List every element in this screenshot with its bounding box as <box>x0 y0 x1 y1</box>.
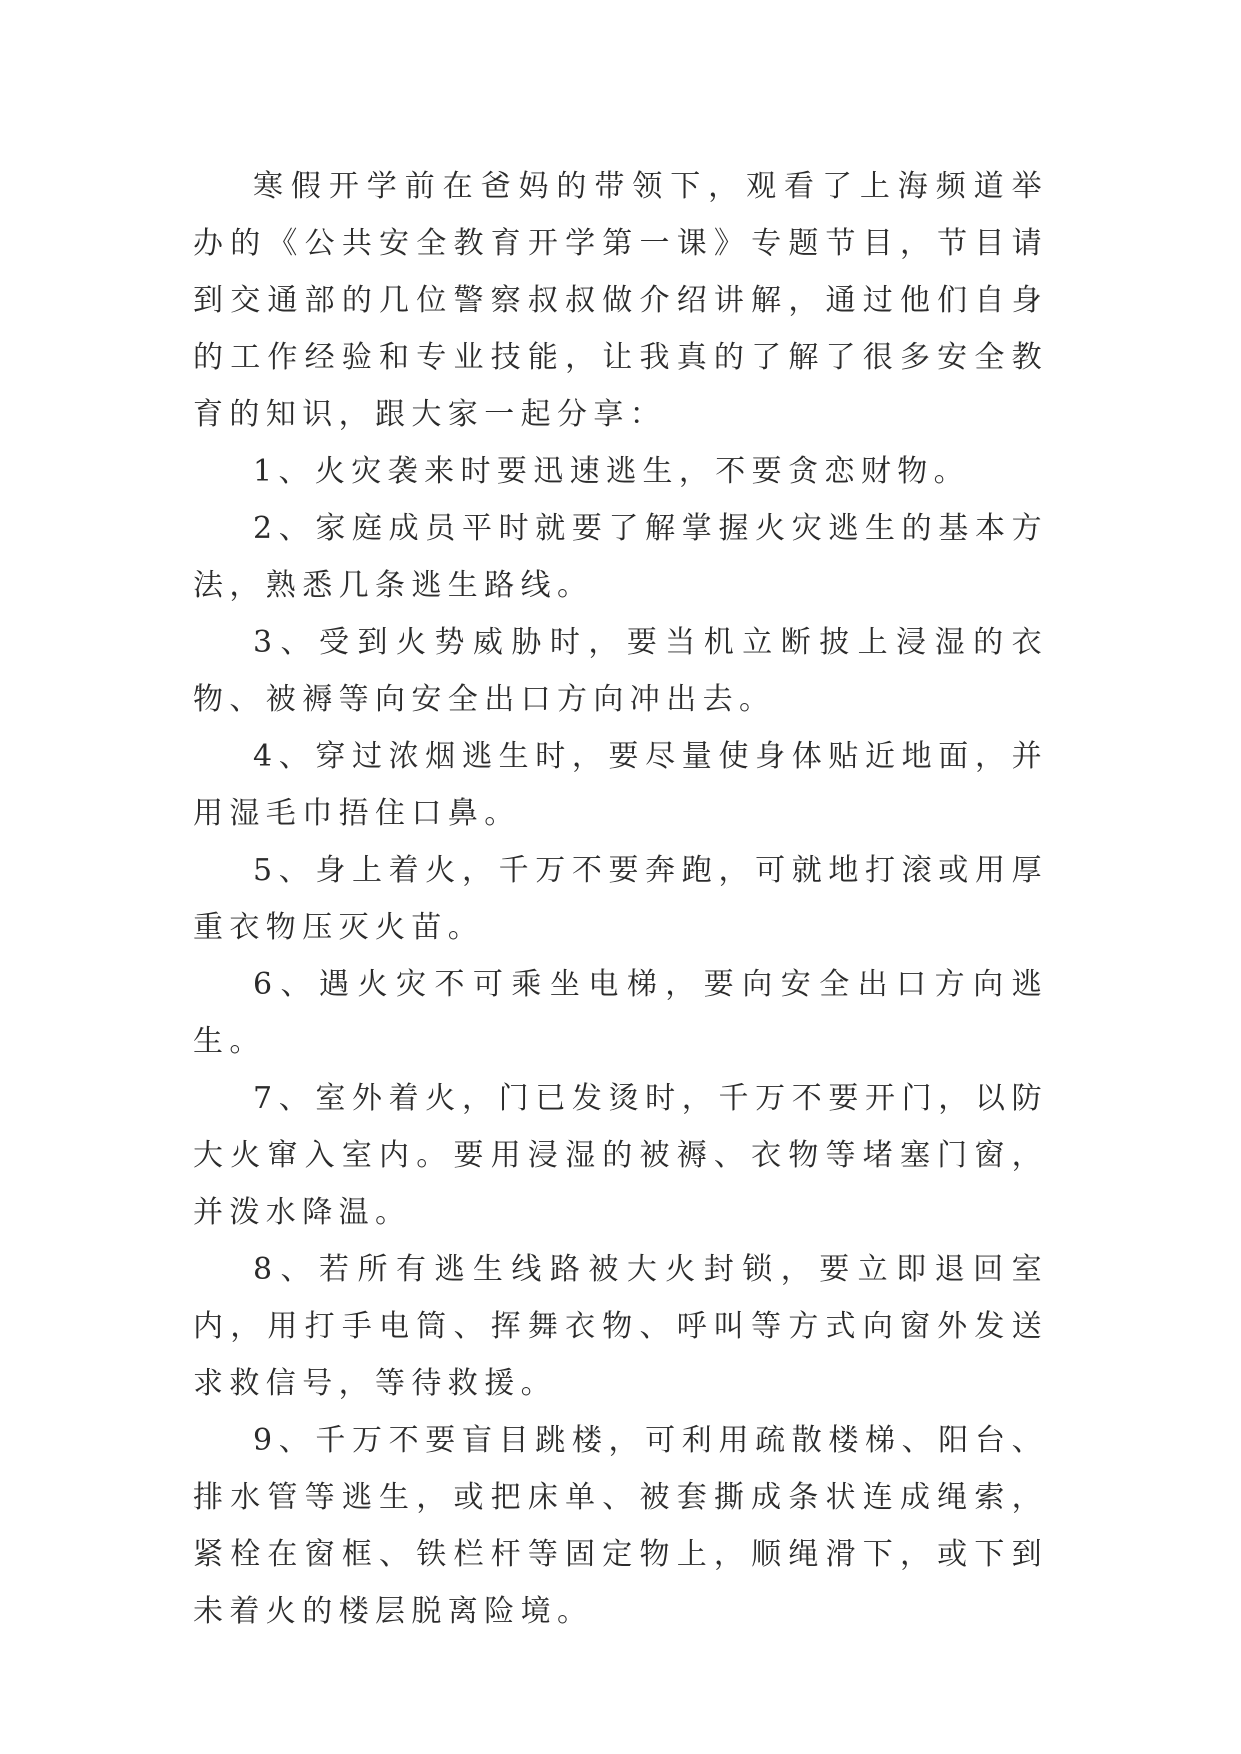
intro-paragraph: 寒假开学前在爸妈的带领下，观看了上海频道举办的《公共安全教育开学第一课》专题节目，节目请到交通部的几位警察叔叔做介绍讲解，通过他们自身的工作经验和专业技能，让我真的了解了很多安全教育的知识，跟大家一起分享： <box>193 169 1048 432</box>
list-item-5: 5、身上着火，千万不要奔跑，可就地打滚或用厚重衣物压灭火苗。 <box>193 853 1048 945</box>
list-item-1: 1、火灾袭来时要迅速逃生，不要贪恋财物。 <box>253 454 971 489</box>
list-item-9: 9、千万不要盲目跳楼，可利用疏散楼梯、阳台、排水管等逃生，或把床单、被套撕成条状连成绳索，紧栓在窗框、铁栏杆等固定物上，顺绳滑下，或下到未着火的楼层脱离险境。 <box>193 1423 1048 1629</box>
list-item-2: 2、家庭成员平时就要了解掌握火灾逃生的基本方法，熟悉几条逃生路线。 <box>193 511 1048 603</box>
list-item-7: 7、室外着火，门已发烫时，千万不要开门，以防大火窜入室内。要用浸湿的被褥、衣物等堵塞门窗，并泼水降温。 <box>193 1081 1048 1230</box>
list-item-8: 8、若所有逃生线路被大火封锁，要立即退回室内，用打手电筒、挥舞衣物、呼叫等方式向窗外发送求救信号，等待救援。 <box>193 1252 1048 1401</box>
list-item-4: 4、穿过浓烟逃生时，要尽量使身体贴近地面，并用湿毛巾捂住口鼻。 <box>193 739 1048 831</box>
document-body <box>193 158 1048 1640</box>
list-item-6: 6、遇火灾不可乘坐电梯，要向安全出口方向逃生。 <box>193 967 1048 1059</box>
list-item-3: 3、受到火势威胁时，要当机立断披上浸湿的衣物、被褥等向安全出口方向冲出去。 <box>193 625 1048 717</box>
